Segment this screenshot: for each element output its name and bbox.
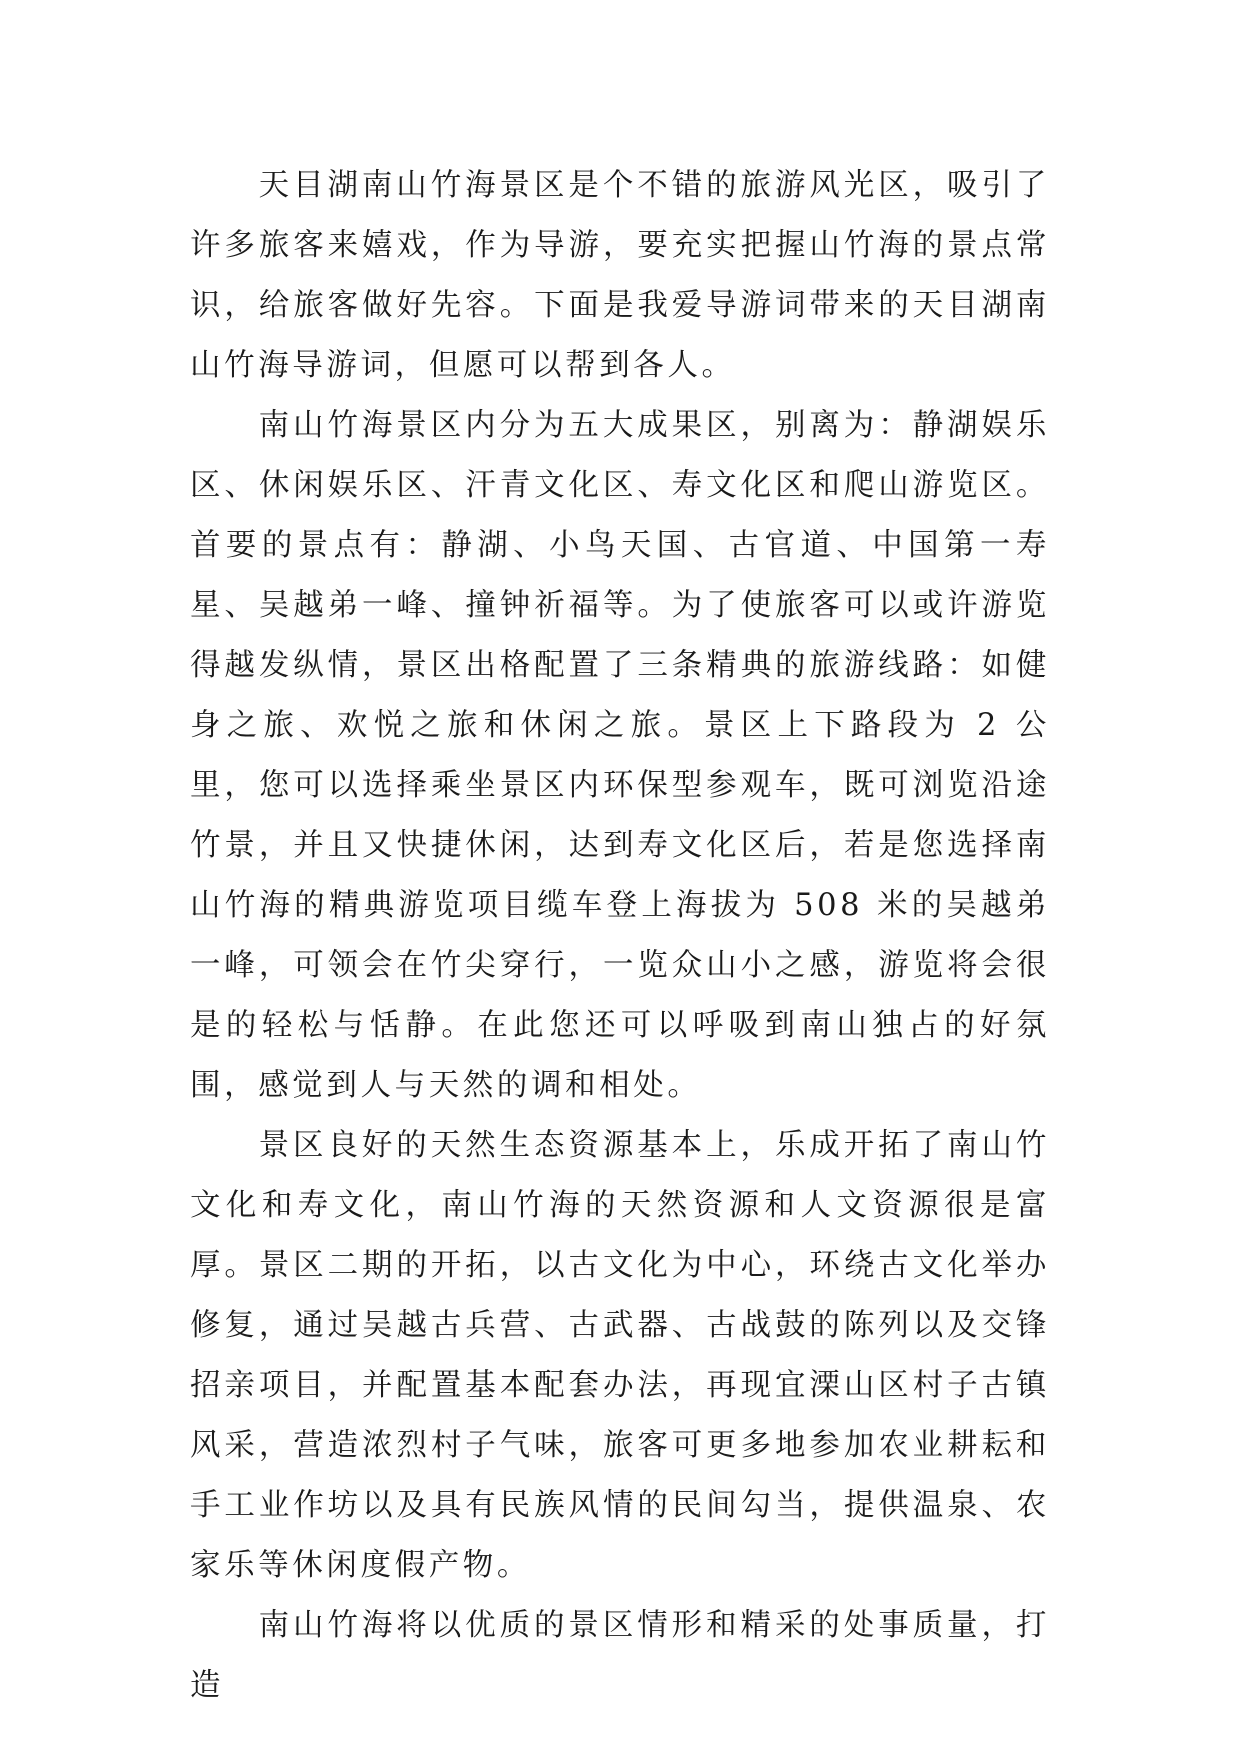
paragraph-resources: 景区良好的天然生态资源基本上，乐成开拓了南山竹文化和寿文化，南山竹海的天然资源和人文资源很是富厚。景区二期的开拓，以古文化为中心，环绕古文化举办修复，通过吴越古兵营、古武器、古战鼓的陈列以及交锋招亲项目，并配置基本配套办法，再现宜溧山区村子古镇风采，营造浓烈村子气味，旅客可更多地参加农业耕耘和手工业作坊以及具有民族风情的民间勾当，提供温泉、农家乐等休闲度假产物。 (190, 1128, 1050, 1583)
document-body (190, 156, 1050, 1716)
paragraph-intro: 天目湖南山竹海景区是个不错的旅游风光区，吸引了许多旅客来嬉戏，作为导游，要充实把握山竹海的景点常识，给旅客做好先容。下面是我爱导游词带来的天目湖南山竹海导游词，但愿可以帮到各人。 (190, 168, 1050, 383)
paragraph-closing: 南山竹海将以优质的景区情形和精采的处事质量，打造 (190, 1608, 1050, 1703)
paragraph-scenic-areas: 南山竹海景区内分为五大成果区，别离为：静湖娱乐区、休闲娱乐区、汗青文化区、寿文化区和爬山游览区。首要的景点有：静湖、小鸟天国、古官道、中国第一寿星、吴越弟一峰、撞钟祈福等。为了使旅客可以或许游览得越发纵情，景区出格配置了三条精典的旅游线路：如健身之旅、欢悦之旅和休闲之旅。景区上下路段为 2 公里，您可以选择乘坐景区内环保型参观车，既可浏览沿途竹景，并且又快捷休闲，达到寿文化区后，若是您选择南山竹海的精典游览项目缆车登上海拔为 508 米的吴越弟一峰，可领会在竹尖穿行，一览众山小之感，游览将会很是的轻松与恬静。在此您还可以呼吸到南山独占的好氛围，感觉到人与天然的调和相处。 (190, 408, 1050, 1103)
